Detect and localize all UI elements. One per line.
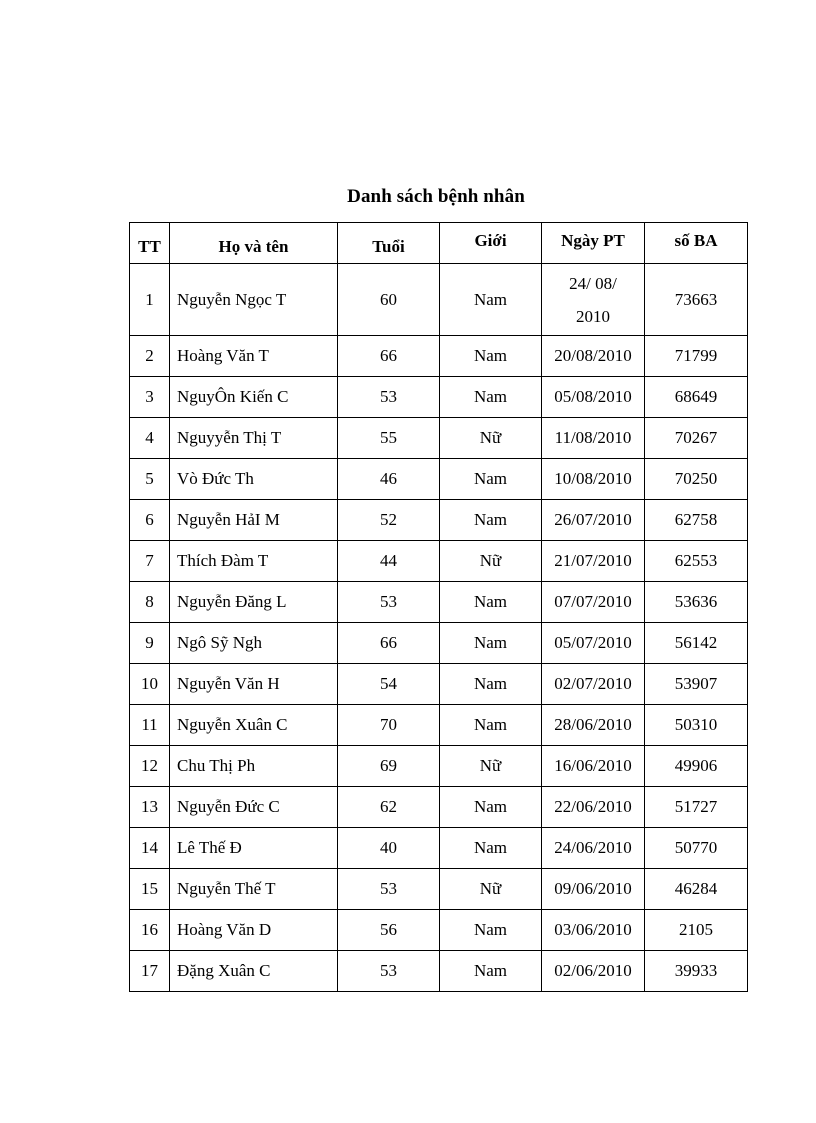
patient-name-cell: NguyÔn Kiến C bbox=[170, 377, 338, 418]
row-number-cell: 7 bbox=[130, 541, 170, 582]
table-row bbox=[130, 264, 748, 336]
surgery-date-cell bbox=[542, 264, 645, 336]
surgery-date-cell: 05/07/2010 bbox=[542, 623, 645, 664]
record-number-cell: 68649 bbox=[645, 377, 748, 418]
table-row bbox=[130, 869, 748, 910]
table-row bbox=[130, 828, 748, 869]
row-number-cell: 11 bbox=[130, 705, 170, 746]
table-row bbox=[130, 623, 748, 664]
gender-cell: Nữ bbox=[440, 418, 542, 459]
surgery-date-cell: 11/08/2010 bbox=[542, 418, 645, 459]
age-cell: 40 bbox=[338, 828, 440, 869]
table-row bbox=[130, 705, 748, 746]
record-number-cell: 50310 bbox=[645, 705, 748, 746]
surgery-date-cell: 24/06/2010 bbox=[542, 828, 645, 869]
record-number-cell: 71799 bbox=[645, 336, 748, 377]
surgery-date-cell: 05/08/2010 bbox=[542, 377, 645, 418]
gender-cell: Nam bbox=[440, 582, 542, 623]
patient-name-cell: Nguyễn Đăng L bbox=[170, 582, 338, 623]
surgery-date-cell: 02/06/2010 bbox=[542, 951, 645, 992]
gender-cell: Nam bbox=[440, 787, 542, 828]
patient-name-cell: Hoàng Văn T bbox=[170, 336, 338, 377]
surgery-date-cell: 09/06/2010 bbox=[542, 869, 645, 910]
age-cell: 62 bbox=[338, 787, 440, 828]
table-row bbox=[130, 418, 748, 459]
row-number-cell: 3 bbox=[130, 377, 170, 418]
age-cell: 46 bbox=[338, 459, 440, 500]
gender-cell: Nam bbox=[440, 377, 542, 418]
patient-name-cell: Nguyễn Văn H bbox=[170, 664, 338, 705]
age-cell: 53 bbox=[338, 951, 440, 992]
row-number-cell: 4 bbox=[130, 418, 170, 459]
patient-name-cell: Nguyyễn Thị T bbox=[170, 418, 338, 459]
table-row bbox=[130, 582, 748, 623]
gender-cell: Nam bbox=[440, 623, 542, 664]
surgery-date-cell: 26/07/2010 bbox=[542, 500, 645, 541]
gender-cell: Nữ bbox=[440, 541, 542, 582]
age-cell: 56 bbox=[338, 910, 440, 951]
record-number-cell: 62553 bbox=[645, 541, 748, 582]
record-number-cell: 51727 bbox=[645, 787, 748, 828]
age-cell: 53 bbox=[338, 377, 440, 418]
gender-cell: Nam bbox=[440, 500, 542, 541]
patient-name-cell: Đặng Xuân C bbox=[170, 951, 338, 992]
row-number-cell: 12 bbox=[130, 746, 170, 787]
row-number-cell: 8 bbox=[130, 582, 170, 623]
surgery-date-cell: 28/06/2010 bbox=[542, 705, 645, 746]
gender-cell: Nam bbox=[440, 705, 542, 746]
record-number-cell: 50770 bbox=[645, 828, 748, 869]
row-number-cell: 6 bbox=[130, 500, 170, 541]
header-surgery-date: Ngày PT bbox=[542, 223, 645, 264]
header-gender: Giới bbox=[440, 223, 542, 264]
row-number-cell: 10 bbox=[130, 664, 170, 705]
age-cell: 69 bbox=[338, 746, 440, 787]
table-row bbox=[130, 910, 748, 951]
gender-cell: Nữ bbox=[440, 869, 542, 910]
record-number-cell: 46284 bbox=[645, 869, 748, 910]
age-cell: 52 bbox=[338, 500, 440, 541]
record-number-cell: 53636 bbox=[645, 582, 748, 623]
record-number-cell: 62758 bbox=[645, 500, 748, 541]
row-number-cell: 15 bbox=[130, 869, 170, 910]
patient-name-cell: Nguyễn Đức C bbox=[170, 787, 338, 828]
table-row bbox=[130, 336, 748, 377]
row-number-cell: 17 bbox=[130, 951, 170, 992]
surgery-date-cell: 02/07/2010 bbox=[542, 664, 645, 705]
row-number-cell: 1 bbox=[130, 264, 170, 336]
gender-cell: Nam bbox=[440, 951, 542, 992]
table-row bbox=[130, 541, 748, 582]
table-row bbox=[130, 951, 748, 992]
patient-name-cell: Lê Thế Đ bbox=[170, 828, 338, 869]
gender-cell: Nam bbox=[440, 910, 542, 951]
row-number-cell: 13 bbox=[130, 787, 170, 828]
header-record-number: số BA bbox=[645, 223, 748, 264]
record-number-cell: 53907 bbox=[645, 664, 748, 705]
surgery-date-text: 24/ 08/ 2010 bbox=[569, 273, 617, 326]
patient-name-cell: Ngô Sỹ Ngh bbox=[170, 623, 338, 664]
table-row bbox=[130, 459, 748, 500]
patient-name-cell: Chu Thị Ph bbox=[170, 746, 338, 787]
age-cell: 70 bbox=[338, 705, 440, 746]
surgery-date-cell: 03/06/2010 bbox=[542, 910, 645, 951]
record-number-cell: 70267 bbox=[645, 418, 748, 459]
patient-table bbox=[129, 222, 748, 992]
record-number-cell: 70250 bbox=[645, 459, 748, 500]
age-cell: 60 bbox=[338, 264, 440, 336]
patient-name-cell: Nguyễn Thế T bbox=[170, 869, 338, 910]
patient-name-cell: Vò Đức Th bbox=[170, 459, 338, 500]
surgery-date-cell: 10/08/2010 bbox=[542, 459, 645, 500]
gender-cell: Nam bbox=[440, 264, 542, 336]
record-number-cell: 39933 bbox=[645, 951, 748, 992]
row-number-cell: 9 bbox=[130, 623, 170, 664]
age-cell: 53 bbox=[338, 582, 440, 623]
age-cell: 53 bbox=[338, 869, 440, 910]
patient-name-cell: Nguyễn HảI M bbox=[170, 500, 338, 541]
age-cell: 66 bbox=[338, 623, 440, 664]
table-row bbox=[130, 746, 748, 787]
table-row bbox=[130, 664, 748, 705]
header-tt: TT bbox=[130, 223, 170, 264]
record-number-cell: 73663 bbox=[645, 264, 748, 336]
surgery-date-cell: 20/08/2010 bbox=[542, 336, 645, 377]
patient-name-cell: Nguyễn Xuân C bbox=[170, 705, 338, 746]
table-row bbox=[130, 500, 748, 541]
record-number-cell: 49906 bbox=[645, 746, 748, 787]
gender-cell: Nam bbox=[440, 828, 542, 869]
row-number-cell: 5 bbox=[130, 459, 170, 500]
table-row bbox=[130, 787, 748, 828]
header-name: Họ và tên bbox=[170, 223, 338, 264]
age-cell: 55 bbox=[338, 418, 440, 459]
gender-cell: Nữ bbox=[440, 746, 542, 787]
surgery-date-cell: 22/06/2010 bbox=[542, 787, 645, 828]
surgery-date-cell: 07/07/2010 bbox=[542, 582, 645, 623]
surgery-date-cell: 16/06/2010 bbox=[542, 746, 645, 787]
gender-cell: Nam bbox=[440, 459, 542, 500]
gender-cell: Nam bbox=[440, 664, 542, 705]
record-number-cell: 2105 bbox=[645, 910, 748, 951]
age-cell: 44 bbox=[338, 541, 440, 582]
patient-name-cell: Nguyễn Ngọc T bbox=[170, 264, 338, 336]
surgery-date-cell: 21/07/2010 bbox=[542, 541, 645, 582]
row-number-cell: 16 bbox=[130, 910, 170, 951]
age-cell: 54 bbox=[338, 664, 440, 705]
row-number-cell: 14 bbox=[130, 828, 170, 869]
age-cell: 66 bbox=[338, 336, 440, 377]
table-header-row bbox=[130, 223, 748, 264]
gender-cell: Nam bbox=[440, 336, 542, 377]
row-number-cell: 2 bbox=[130, 336, 170, 377]
record-number-cell: 56142 bbox=[645, 623, 748, 664]
table-row bbox=[130, 377, 748, 418]
header-age: Tuổi bbox=[338, 223, 440, 264]
page-title: Danh sách bệnh nhân bbox=[347, 186, 525, 207]
patient-name-cell: Hoàng Văn D bbox=[170, 910, 338, 951]
patient-name-cell: Thích Đàm T bbox=[170, 541, 338, 582]
